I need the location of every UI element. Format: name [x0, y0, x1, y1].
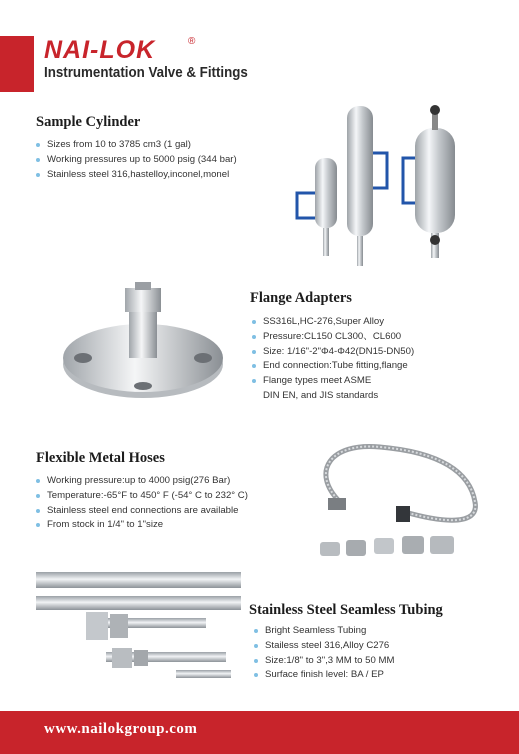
section-title-sample-cylinder: Sample Cylinder [36, 114, 141, 130]
seamless-tubing-features [254, 624, 394, 683]
feature-item-continued: DIN EN, and JIS standards [263, 389, 379, 401]
metal-hose-image [300, 432, 495, 582]
feature-item: End connection:Tube fitting,flange [252, 359, 414, 374]
bullet-icon [254, 673, 258, 677]
feature-item: Working pressures up to 5000 psig (344 bar) [36, 153, 237, 168]
bullet-icon [36, 479, 40, 483]
bullet-icon [36, 173, 40, 177]
feature-item: Temperature:-65°F to 450° F (-54° C to 232° C) [36, 489, 248, 504]
section-title-flange-adapters: Flange Adapters [250, 290, 352, 306]
bullet-icon [252, 320, 256, 324]
flange-adapter-image [55, 282, 230, 402]
bullet-icon [36, 523, 40, 527]
flange-adapter-features [252, 315, 414, 404]
bullet-icon [252, 379, 256, 383]
bullet-icon [252, 350, 256, 354]
brand-color-block [0, 36, 34, 92]
feature-item: Size:1/8" to 3",3 MM to 50 MM [254, 654, 394, 669]
feature-item: Stainless steel 316,hastelloy,inconel,monel [36, 168, 237, 183]
bullet-icon [36, 158, 40, 162]
bullet-icon [36, 494, 40, 498]
bullet-icon [36, 509, 40, 513]
bullet-icon [36, 143, 40, 147]
feature-item: Size: 1/16"-2"Φ4-Φ42(DN15-DN50) [252, 345, 414, 360]
website-link[interactable]: www.nailokgroup.com [44, 721, 198, 737]
tagline: Instrumentation Valve & Fittings [44, 65, 248, 81]
bullet-icon [252, 335, 256, 339]
feature-item: Working pressure:up to 4000 psig(276 Bar) [36, 474, 248, 489]
bullet-icon [252, 364, 256, 368]
feature-item: Stainless steel end connections are available [36, 504, 248, 519]
feature-item: Sizes from 10 to 3785 cm3 (1 gal) [36, 138, 237, 153]
sample-cylinder-features [36, 138, 237, 182]
bullet-icon [254, 629, 258, 633]
feature-item: Bright Seamless Tubing [254, 624, 394, 639]
sample-cylinder-image [285, 98, 485, 273]
registered-mark: ® [188, 36, 196, 47]
bullet-icon [254, 659, 258, 663]
feature-item: Pressure:CL150 CL300、CL600 [252, 330, 414, 345]
feature-item: From stock in 1/4" to 1"size [36, 518, 248, 533]
bullet-icon [254, 644, 258, 648]
seamless-tubing-image [36, 562, 246, 697]
feature-item: Stailess steel 316,Alloy C276 [254, 639, 394, 654]
feature-item: SS316L,HC-276,Super Alloy [252, 315, 414, 330]
section-title-seamless-tubing: Stainless Steel Seamless Tubing [249, 602, 443, 618]
brand-logo: NAI-LOK [44, 36, 156, 64]
feature-item: Flange types meet ASME [252, 374, 414, 389]
feature-item: Surface finish level: BA / EP [254, 668, 394, 683]
metal-hose-features [36, 474, 248, 533]
section-title-flexible-metal-hoses: Flexible Metal Hoses [36, 450, 165, 466]
